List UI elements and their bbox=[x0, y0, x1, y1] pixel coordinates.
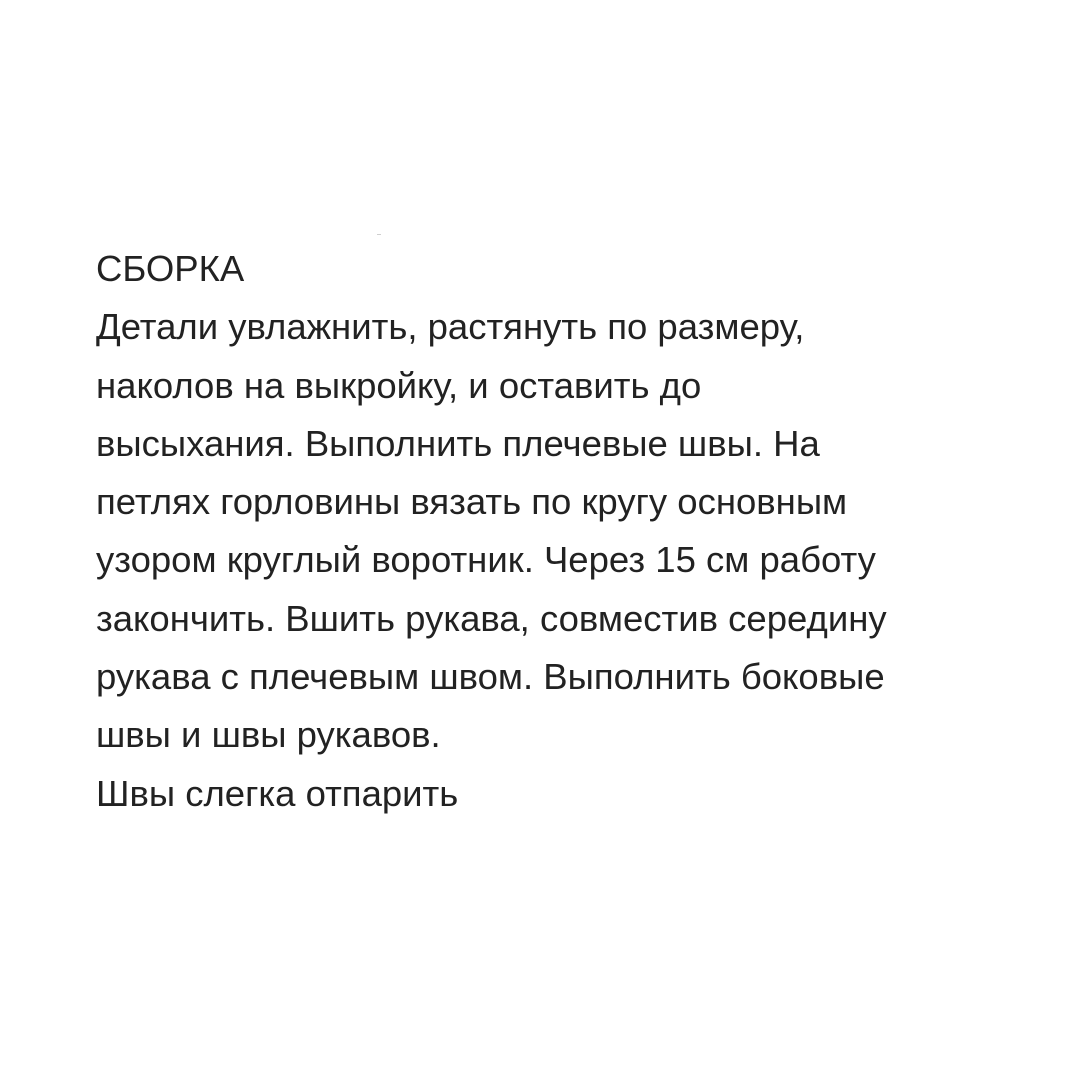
text-line: наколов на выкройку, и оставить до bbox=[96, 364, 702, 406]
text-line: Детали увлажнить, растянуть по размеру, bbox=[96, 306, 805, 348]
instruction-text bbox=[96, 240, 1016, 823]
text-line: петлях горловины вязать по кругу основным bbox=[96, 481, 848, 523]
text-line: швы и швы рукавов. bbox=[96, 714, 441, 756]
text-line: высыхания. Выполнить плечевые швы. На bbox=[96, 422, 820, 464]
heading: СБОРКА bbox=[96, 248, 245, 289]
text-line: рукава с плечевым швом. Выполнить боковые bbox=[96, 656, 885, 698]
text-line: закончить. Вшить рукава, совместив середину bbox=[96, 597, 887, 639]
text-line: узором круглый воротник. Через 15 см работу bbox=[96, 539, 876, 581]
text-line: Швы слегка отпарить bbox=[96, 772, 459, 814]
decorative-speck bbox=[377, 234, 381, 235]
